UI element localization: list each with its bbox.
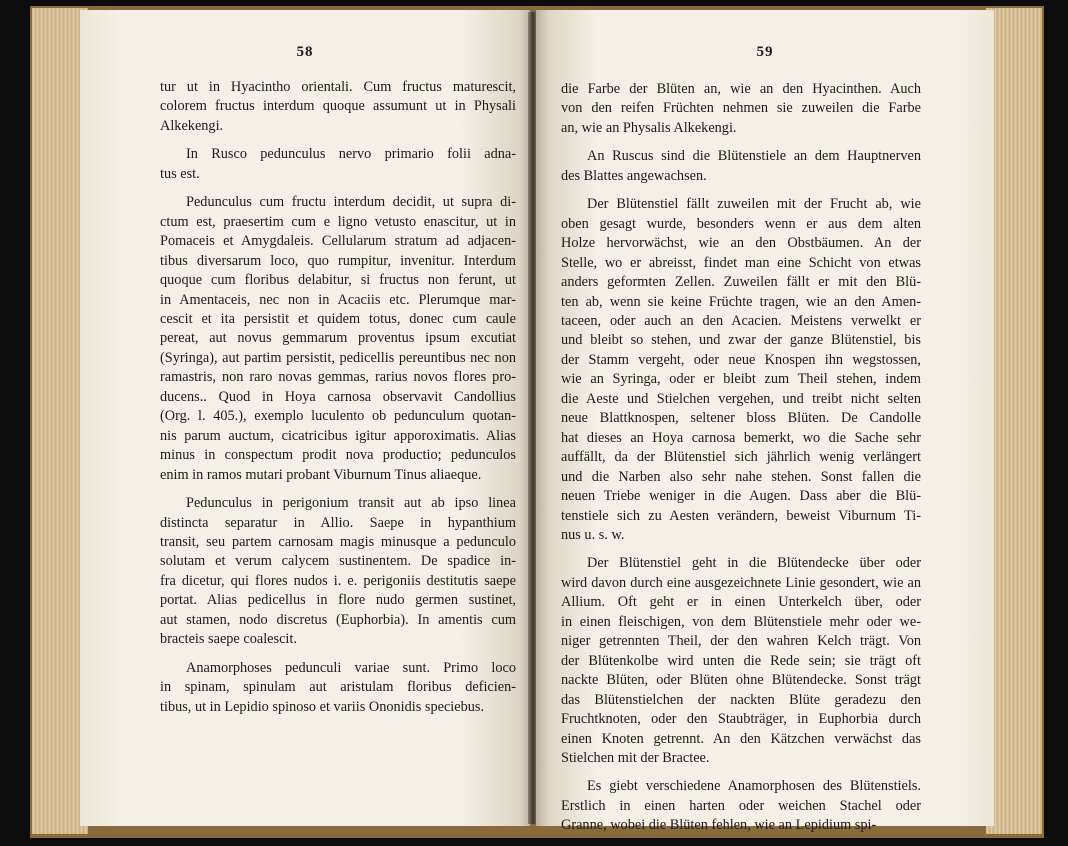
text-line: neue Blattknospen, seltener bloss Blüten. De Candolle [561,410,921,427]
text-line: distincta separatur in Allio. Saepe in hypanthium [160,514,516,531]
text-line: einen Knoten getrennt. An den Kätzchen verwächst das [561,730,921,747]
page-edges-right [986,8,1042,834]
text-line: aut stamen, nodo discretus (Euphorbia). In amentis cum [160,611,516,628]
text-line: anders geformten Zellen. Zuweilen fällt er mit den Blü- [561,274,921,291]
text-line: solutam et verum calycem sustinentem. De spadice in- [160,553,516,570]
text-line: von den reifen Früchten nehmen sie zuweilen die Farbe [561,100,921,117]
text-line: Allium. Oft geht er in einen Unterkelch über, oder [561,594,921,611]
right-page-text [561,80,921,836]
text-line: oben gesagt wurde, besonders wenn er aus dem alten [561,215,921,232]
text-line: wie an Syringa, oder er bleibt zum Theil stehen, indem [561,371,921,388]
paragraph [561,554,921,768]
paragraph [561,80,921,138]
left-page [80,10,530,826]
text-line: fra dicetur, qui flores nudos i. e. perigoniis destitutis saepe [160,572,516,589]
text-line: enim in ramos mutari probant Viburnum Tinus aliaeque. [160,466,482,483]
text-line: in Amentaceis, nec non in Acaciis etc. Plerumque mar- [160,291,516,308]
text-line: nackte Blüten, oder Blüten ohne Blütendecke. Sonst trägt [561,672,921,689]
paragraph [160,145,516,184]
left-page-text [160,78,516,717]
text-line: hat dieses an Hoya carnosa bemerkt, wo die Sache sehr [561,429,921,446]
paragraph [561,195,921,545]
text-line: ctum est, praesertim cum e ligno vetusto enascitur, ut in [160,213,516,230]
text-line: Pedunculus cum fructu interdum decidit, ut supra di- [186,194,516,211]
text-line: das Blütenstielchen der nackten Blüte geradezu den [561,691,921,708]
text-line: Es giebt verschiedene Anamorphosen des Blütenstiels. [587,778,921,795]
text-line: minus in conspectum prodit nova productio; pedunculos [160,447,516,464]
paragraph [160,193,516,485]
text-line: portat. Alias pedicellus in flore nudo germen sustinet, [160,592,516,609]
text-line: nus u. s. w. [561,526,625,543]
text-line: Fruchtknoten, oder den Staubträger, in Euphorbia durch [561,711,921,728]
text-line: (Syringa), aut partim persistit, pedicellis pereuntibus nec non [160,349,516,366]
text-line: Der Blütenstiel fällt zuweilen mit der Frucht ab, wie [587,196,921,213]
text-line: in einen fleischigen, von dem Blütenstiele mehr oder we- [561,613,921,630]
paragraph [561,777,921,835]
text-line: Anamorphoses pedunculi variae sunt. Primo loco [186,659,516,676]
text-line: ramastris, non raro novas gemmas, rarius novos flores pro- [160,369,516,386]
page-number-right: 59 [756,44,774,60]
text-line: Pedunculus in perigonium transit aut ab ipso linea [186,495,516,512]
text-line: Stelle, wo er abreisst, findet man eine Schicht von etwas [561,254,921,271]
text-line: Erstlich in einen harten oder weichen Stachel oder [561,797,921,814]
text-line: Granne, wobei die Blüten fehlen, wie an Lepidium spi- [561,817,877,834]
text-line: der Stamm vergeht, oder neue Knospen ihn wegstossen, [561,351,921,368]
text-line: transit, seu partem carnosam magis minusque a pedunculo [160,533,516,550]
right-page [536,10,994,834]
text-line: und bleibt so stehen, und zwar der ganze Blütenstiel, bis [561,332,921,349]
text-line: neuen Triebe weniger in die Augen. Dass aber die Blü- [561,488,921,505]
text-line: tur ut in Hyacintho orientali. Cum fructus maturescit, [160,79,516,95]
text-line: tus est. [160,165,200,182]
text-line: niger getrennten Theil, der den wahren Kelch trägt. Von [561,633,921,650]
text-line: der Blütenkolbe wird unten die Rede sein; sie trägt oft [561,652,921,669]
text-line: die Aeste und Stielchen vergehen, und treibt nicht selten [561,390,921,407]
text-line: Der Blütenstiel geht in die Blütendecke über oder [587,555,921,572]
page-number-left: 58 [296,44,314,60]
text-line: quoque cum floribus delabitur, si fructus non ferunt, ut [160,272,516,289]
text-line: Alkekengi. [160,117,224,134]
text-line: Pomaceis et Amygdaleis. Cellularum stratum ad adjacen- [160,233,516,250]
text-line: ducens.. Quod in Hoya carnosa observavit Candollius [160,388,516,405]
text-line: Stielchen mit der Bractee. [561,749,710,766]
text-line: (Org. l. 405.), exemplo luculento ob pedunculum quotan- [160,408,516,425]
text-line: an, wie an Physalis Alkekengi. [561,119,737,136]
text-line: In Rusco pedunculus nervo primario folii adna- [186,146,516,163]
text-line: bracteis saepe coalescit. [160,631,297,648]
text-line: cescit et ita persistit et quidem totus, donec cum caule [160,310,516,327]
text-line: An Ruscus sind die Blütenstiele an dem Hauptnerven [587,148,921,165]
text-line: tibus diversarum loco, quo rumpitur, invenitur. Interdum [160,252,516,269]
text-line: pereat, aut novus gemmarum proventus ipsum excutiat [160,330,516,347]
text-line: die Farbe der Blüten an, wie an den Hyacinthen. Auch [561,81,921,97]
paragraph [160,494,516,650]
text-line: nis parum auctum, cicatricibus igitur apporoximatis. Alias [160,427,516,444]
text-line: des Blattes angewachsen. [561,167,707,184]
paragraph [561,147,921,186]
text-line: in spinam, spinulam aut aristulam floribus deficien- [160,679,516,696]
text-line: wird davon durch eine ausgezeichnete Linie gesondert, wie an [561,574,921,591]
text-line: Holze hervorwächst, wie an den Obstbäumen. An der [561,235,921,252]
text-line: taceen, oder auch an den Acacien. Meistens verwelkt er [561,312,921,329]
text-line: tenstiele sich zu Aesten verändern, beweist Viburnum Ti- [561,507,921,524]
text-line: und die Narben also sehr nahe stehen. Sonst fallen die [561,468,921,485]
text-line: colorem fructus interdum quoque assumunt ut in Physali [160,98,516,115]
text-line: ten ab, wenn sie keine Früchte tragen, wie an den Amen- [561,293,921,310]
paragraph [160,78,516,136]
text-line: tibus, ut in Lepidio spinoso et variis Ononidis speciebus. [160,698,485,715]
text-line: auffällt, da der Blütenstiel sich jährlich wenig verlängert [561,449,921,466]
paragraph [160,659,516,717]
